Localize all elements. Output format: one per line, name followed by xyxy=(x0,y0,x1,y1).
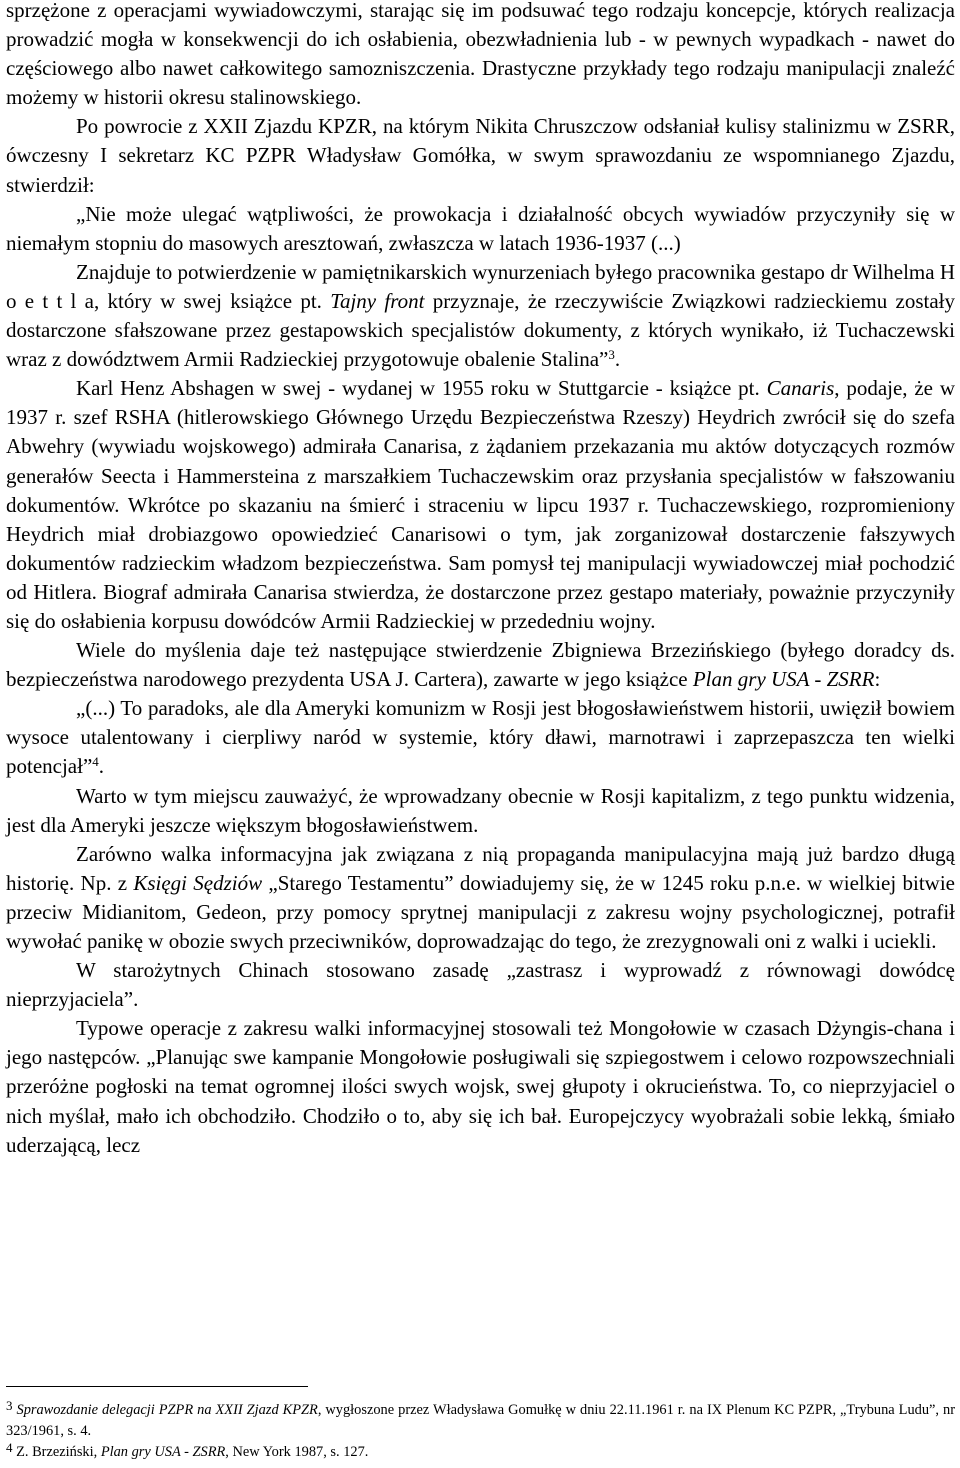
text-span: „(...) To paradoks, ale dla Ameryki komunizm w Rosji jest błogosławieństwem historii, uwięził bowiem wysoce utalentowany i cierpliwy naród w systemie, który dławi, marnotrawi i zaprzepaszcza ten wielki potencjał” xyxy=(6,696,955,779)
text-span: „Starego Testamentu” dowiadujemy się, że w 1245 roku p.n.e. w wielkiej bitwie przeciw Midianitom, Gedeon, przy pomocy sprytnej manipulacji z zakresu wojny psychologicznej, potrafił wywołać panikę w obozie swych przeciwników, doprowadzając do tego, że zrezygnowali oni z walki i uciekli. xyxy=(6,870,955,953)
footnote-reference: 4 xyxy=(92,754,99,770)
text-span: . xyxy=(614,347,621,372)
text-span: W starożytnych Chinach stosowano zasadę „zastrasz i wyprowadź z równowagi dowódcę nieprzyjaciela”. xyxy=(6,958,955,1012)
paragraph xyxy=(6,782,955,840)
paragraph xyxy=(6,956,955,1014)
footnote-separator xyxy=(6,1386,308,1387)
text-span: Karl Henz Abshagen w swej - wydanej w 1955 roku w Stuttgarcie - książce pt. xyxy=(76,376,767,401)
paragraph xyxy=(6,112,955,199)
text-span: sprzężone z operacjami wywiadowczymi, starając się im podsuwać tego rodzaju koncepcje, których realizacja prowadzić mogła w konsekwencji do ich osłabienia, obezwładnienia lub - w pewnych wypadkach - nawet do częściowego albo nawet całkowitego samozniszczenia. Drastyczne przykłady tego rodzaju manipulacji znaleźć możemy w historii okresu stalinowskiego. xyxy=(6,0,955,110)
italic-text: Plan gry USA - ZSRR xyxy=(100,1444,226,1460)
text-span: Znajduje to potwierdzenie w pamiętnikarskich wynurzeniach byłego pracownika gestapo dr Wilhelma H o e t t l a, który w swej książce pt. xyxy=(6,259,955,313)
paragraph xyxy=(6,1014,955,1159)
text-span: Po powrocie z XXII Zjazdu KPZR, na którym Nikita Chruszczow odsłaniał kulisy stalinizmu w ZSRR, ówczesny I sekretarz KC PZPR Władysław Gomółka, w swym sprawozdaniu ze wspomnianego Zjazdu, stwierdził: xyxy=(6,114,955,197)
paragraph xyxy=(6,840,955,956)
text-span: „Nie może ulegać wątpliwości, że prowokacja i działalność obcych wywiadów przyczyniły się w niemałym stopniu do masowych aresztowań, zwłaszcza w latach 1936-1937 (...) xyxy=(6,201,955,255)
paragraph xyxy=(6,694,955,781)
text-span: Z. Brzeziński, xyxy=(12,1444,101,1460)
footnote-reference: 3 xyxy=(608,347,615,363)
text-span: Typowe operacje z zakresu walki informacyjnej stosowali też Mongołowie w czasach Dżyngis-chana i jego następców. „Planując swe kampanie Mongołowie posługiwali się szpiegostwem i celowo rozpowszechniali przeróżne pogłoski na temat ogromnej ilości swych wojsk, swej głupoty i okrucieństwa. To, co nieprzyjaciel o nich myślał, mało ich obchodziło. Chodziło o to, aby się ich bał. Europejczycy wyobrażali sobie lekką, śmiało uderzającą, lecz xyxy=(6,1016,955,1157)
text-span: Zarówno walka informacyjna jak związana z nią propaganda manipulacyjna mają już bardzo długą historię. Np. z xyxy=(6,841,955,895)
footnotes xyxy=(6,1400,955,1463)
text-span: , podaje, że w 1937 r. szef RSHA (hitlerowskiego Głównego Urzędu Bezpieczeństwa Rzeszy) Heydrich zwrócił się do szefa Abwehry (wywiadu wojskowego) admirała Canarisa, z żądaniem przekazania mu aktów dotyczących rozmów generałów Seecta i Hammersteina z marszałkiem Tuchaczewskim oraz przysłania specjalistów w fałszowaniu dokumentów. Wkrótce po skazaniu na śmierć i straceniu w lipcu 1937 r. Tuchaczewskiego, rozpromieniony Heydrich miał drobiazgowo opowiedzieć Canarisowi o tym, jak zorganizował dostarczenie fałszywych dokumentów radzieckim władzom bezpieczeństwa. Sam pomysł tej manipulacji wywiadowczej miał pochodzić od Hitlera. Biograf admirała Canarisa stwierdza, że dostarczone przez gestapo materiały, poważnie przyczyniły się do osłabienia korpusu dowódców Armii Radzieckiej w przededniu wojny. xyxy=(6,376,955,633)
italic-text: Canaris xyxy=(766,376,835,401)
paragraph xyxy=(6,374,955,636)
italic-text: Plan gry USA - ZSRR xyxy=(692,667,875,692)
paragraph xyxy=(6,636,955,694)
text-span: przyznaje, że rzeczywiście Związkowi radzieckiemu zostały dostarczone sfałszowane przez gestapowskich specjalistów dokumenty, z których wynikało, iż Tuchaczewski wraz z dowództwem Armii Radzieckiej przygotowuje obalenie Stalina” xyxy=(6,288,955,372)
italic-text: Księgi Sędziów xyxy=(133,870,263,895)
document-page xyxy=(6,0,955,1160)
text-span: , wygłoszone przez Władysława Gomułkę w dniu 22.11.1961 r. na IX Plenum KC PZPR, „Trybuna Ludu”, nr 323/1961, s. 4. xyxy=(6,1402,955,1439)
paragraph xyxy=(6,200,955,258)
text-span: Warto w tym miejscu zauważyć, że wprowadzany obecnie w Rosji kapitalizm, z tego punktu widzenia, jest dla Ameryki jeszcze większym błogosławieństwem. xyxy=(6,783,955,837)
text-span: , New York 1987, s. 127. xyxy=(225,1444,369,1460)
italic-text: Tajny front xyxy=(330,288,425,313)
footnote xyxy=(6,1400,955,1442)
footnote-number: 4 xyxy=(6,1440,13,1455)
text-span: . xyxy=(98,754,105,779)
paragraph xyxy=(6,0,955,112)
footnote xyxy=(6,1442,955,1463)
body-text xyxy=(6,0,955,1160)
text-span: : xyxy=(874,667,881,692)
text-span: Wiele do myślenia daje też następujące stwierdzenie Zbigniewa Brzezińskiego (byłego doradcy ds. bezpieczeństwa narodowego prezydenta USA J. Cartera), zawarte w jego książce xyxy=(6,638,955,692)
footnote-number: 3 xyxy=(6,1398,13,1413)
paragraph xyxy=(6,258,955,374)
italic-text: Sprawozdanie delegacji PZPR na XXII Zjazd KPZR xyxy=(16,1402,318,1418)
